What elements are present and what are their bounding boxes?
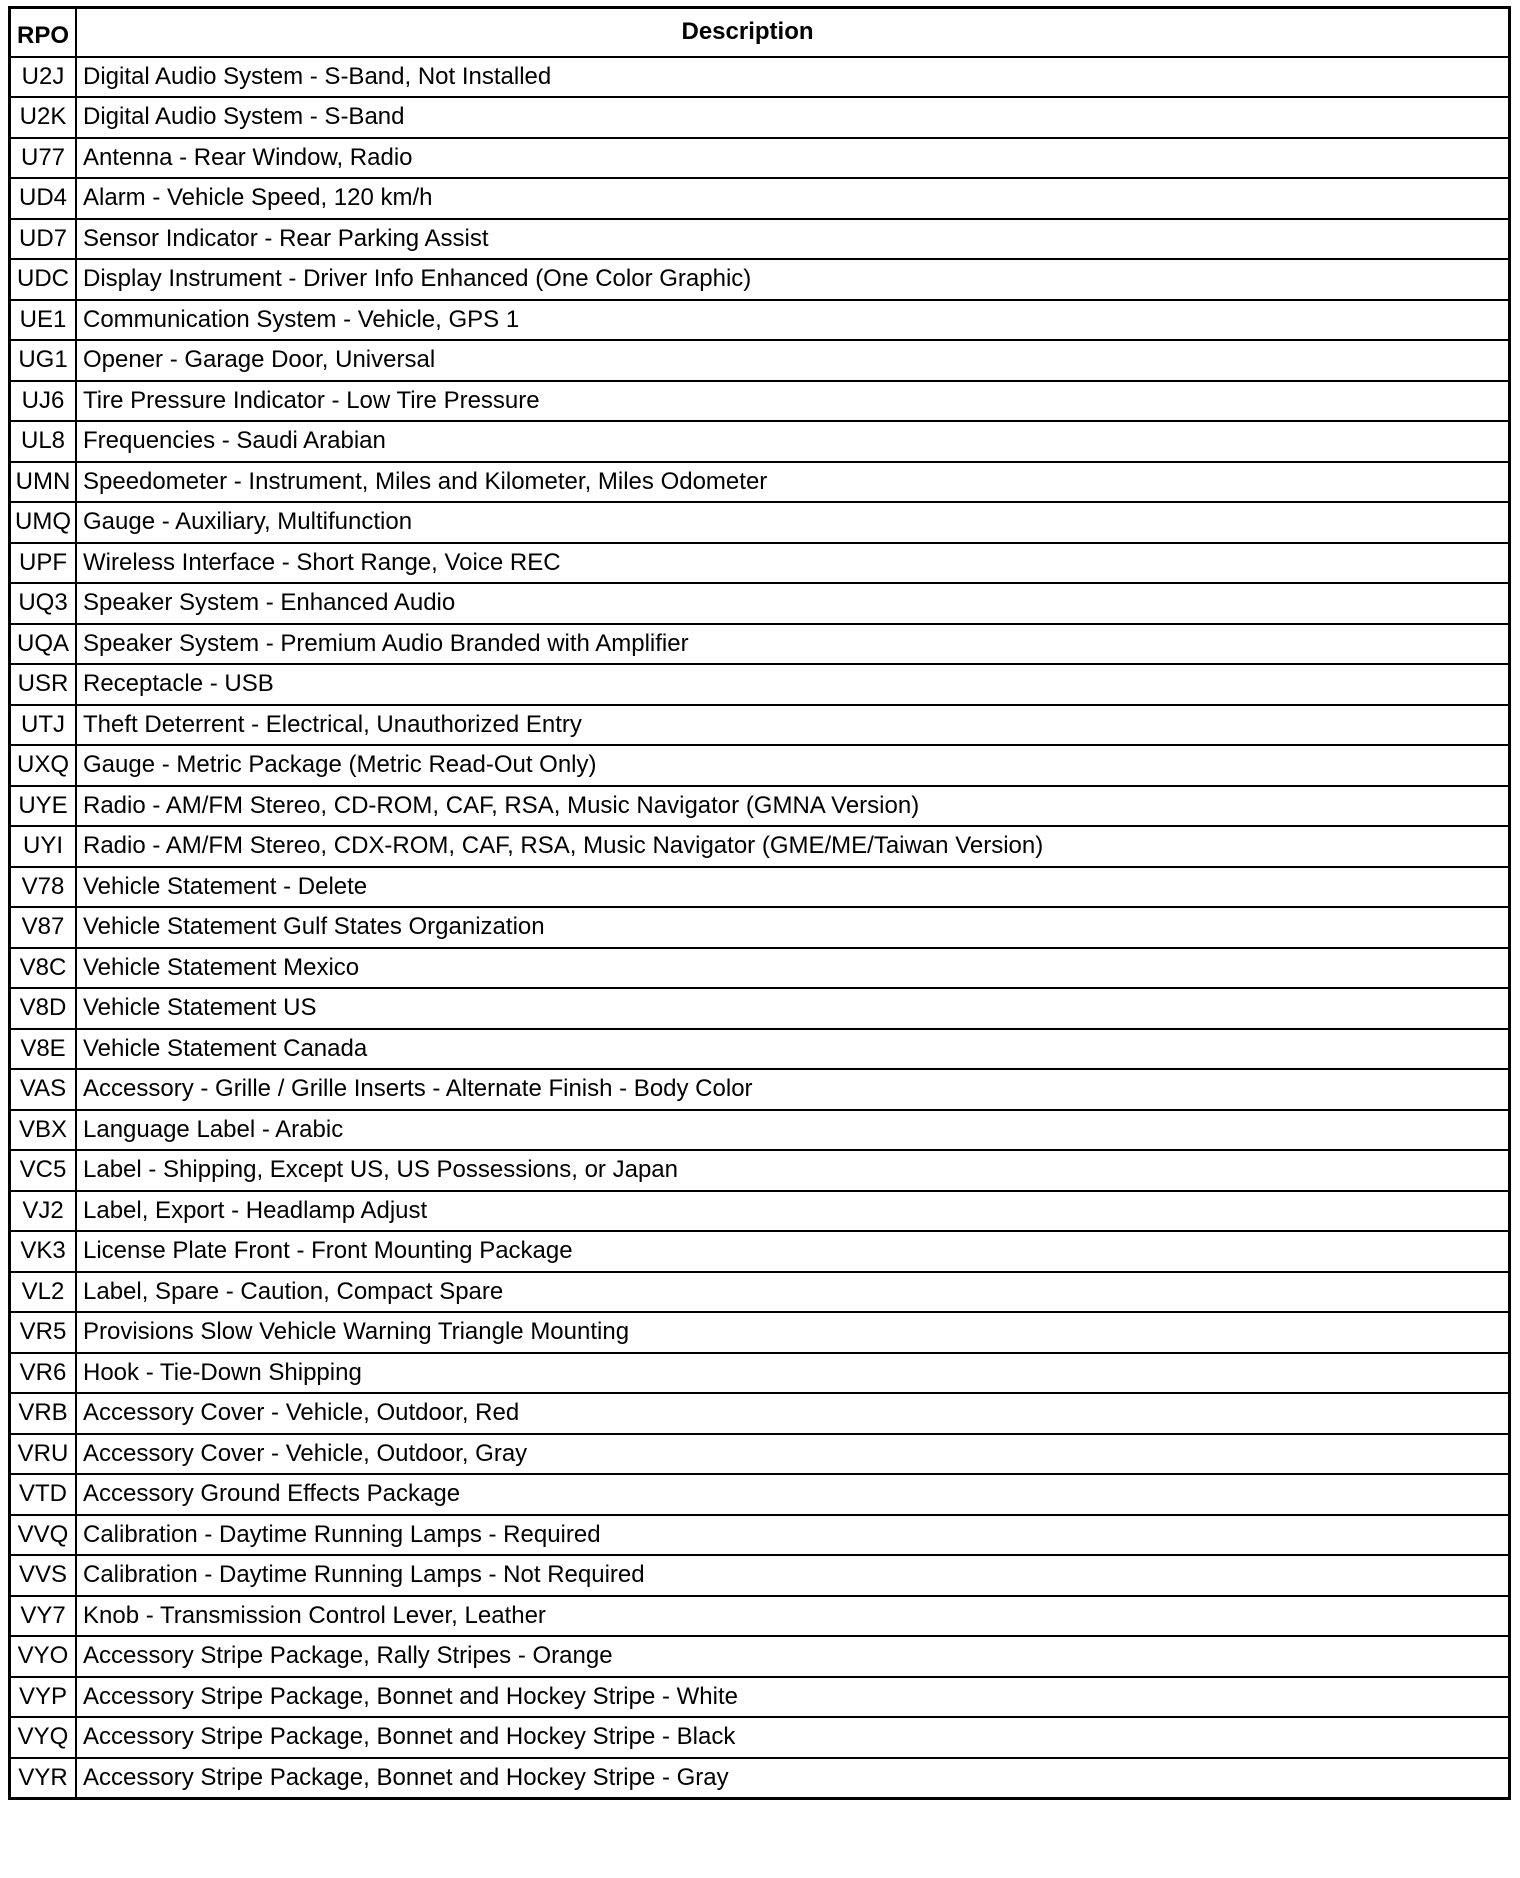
table-row [10,219,1510,260]
rpo-code-cell: V87 [10,907,77,948]
description-cell: Accessory Stripe Package, Rally Stripes - Orange [76,1636,1510,1677]
rpo-code-cell: UE1 [10,300,77,341]
rpo-code-cell: UPF [10,543,77,584]
rpo-code-cell: VRU [10,1434,77,1475]
rpo-code-cell: V8C [10,948,77,989]
rpo-code-cell: VRB [10,1393,77,1434]
table-header-row [10,8,1510,57]
description-cell: Vehicle Statement Gulf States Organization [76,907,1510,948]
rpo-code-cell: VVS [10,1555,77,1596]
rpo-code-cell: U77 [10,138,77,179]
description-cell: Vehicle Statement - Delete [76,867,1510,908]
table-row [10,1353,1510,1394]
description-cell: Accessory Stripe Package, Bonnet and Hockey Stripe - Black [76,1717,1510,1758]
table-row [10,97,1510,138]
table-row [10,502,1510,543]
table-row [10,988,1510,1029]
table-row [10,1393,1510,1434]
description-cell: Radio - AM/FM Stereo, CD-ROM, CAF, RSA, Music Navigator (GMNA Version) [76,786,1510,827]
rpo-code-cell: VTD [10,1474,77,1515]
table-row [10,1758,1510,1799]
description-cell: Frequencies - Saudi Arabian [76,421,1510,462]
description-cell: Calibration - Daytime Running Lamps - Not Required [76,1555,1510,1596]
rpo-code-cell: VY7 [10,1596,77,1637]
description-cell: Theft Deterrent - Electrical, Unauthorized Entry [76,705,1510,746]
rpo-code-cell: UQA [10,624,77,665]
description-cell: Speaker System - Enhanced Audio [76,583,1510,624]
table-body [10,57,1510,1799]
rpo-code-cell: VJ2 [10,1191,77,1232]
table-row [10,867,1510,908]
description-cell: Accessory Ground Effects Package [76,1474,1510,1515]
rpo-column-header: RPO [10,8,77,57]
table-row [10,1474,1510,1515]
rpo-code-cell: USR [10,664,77,705]
rpo-code-cell: UYE [10,786,77,827]
description-cell: Display Instrument - Driver Info Enhanced (One Color Graphic) [76,259,1510,300]
description-cell: Accessory Cover - Vehicle, Outdoor, Red [76,1393,1510,1434]
rpo-code-cell: VC5 [10,1150,77,1191]
table-row [10,340,1510,381]
table-row [10,259,1510,300]
rpo-code-cell: VBX [10,1110,77,1151]
table-row [10,1231,1510,1272]
description-cell: Communication System - Vehicle, GPS 1 [76,300,1510,341]
table-row [10,300,1510,341]
description-cell: Alarm - Vehicle Speed, 120 km/h [76,178,1510,219]
rpo-code-cell: V78 [10,867,77,908]
rpo-code-cell: V8E [10,1029,77,1070]
rpo-code-cell: UTJ [10,705,77,746]
description-cell: Label, Export - Headlamp Adjust [76,1191,1510,1232]
description-cell: Accessory Stripe Package, Bonnet and Hockey Stripe - White [76,1677,1510,1718]
table-row [10,786,1510,827]
description-cell: Label - Shipping, Except US, US Possessions, or Japan [76,1150,1510,1191]
description-cell: Opener - Garage Door, Universal [76,340,1510,381]
rpo-code-cell: UG1 [10,340,77,381]
table-row [10,1191,1510,1232]
rpo-code-cell: UD7 [10,219,77,260]
rpo-code-cell: UMQ [10,502,77,543]
rpo-code-cell: VR5 [10,1312,77,1353]
description-cell: Digital Audio System - S-Band, Not Installed [76,57,1510,98]
description-cell: Tire Pressure Indicator - Low Tire Pressure [76,381,1510,422]
description-column-header: Description [76,8,1510,57]
rpo-code-cell: VYR [10,1758,77,1799]
description-cell: Antenna - Rear Window, Radio [76,138,1510,179]
table-row [10,178,1510,219]
table-row [10,1434,1510,1475]
table-row [10,948,1510,989]
rpo-table [8,6,1511,1800]
table-row [10,705,1510,746]
table-row [10,1636,1510,1677]
table-row [10,1312,1510,1353]
description-cell: Accessory - Grille / Grille Inserts - Alternate Finish - Body Color [76,1069,1510,1110]
table-row [10,1677,1510,1718]
rpo-code-cell: VAS [10,1069,77,1110]
table-row [10,664,1510,705]
description-cell: Vehicle Statement US [76,988,1510,1029]
table-row [10,826,1510,867]
rpo-code-cell: UMN [10,462,77,503]
rpo-code-cell: UXQ [10,745,77,786]
table-row [10,1150,1510,1191]
table-row [10,1515,1510,1556]
table-row [10,543,1510,584]
description-cell: Vehicle Statement Mexico [76,948,1510,989]
description-cell: Hook - Tie-Down Shipping [76,1353,1510,1394]
rpo-code-cell: UYI [10,826,77,867]
rpo-code-cell: UJ6 [10,381,77,422]
description-cell: Gauge - Metric Package (Metric Read-Out Only) [76,745,1510,786]
description-cell: Speaker System - Premium Audio Branded with Amplifier [76,624,1510,665]
description-cell: Accessory Stripe Package, Bonnet and Hockey Stripe - Gray [76,1758,1510,1799]
rpo-code-cell: UL8 [10,421,77,462]
description-cell: Language Label - Arabic [76,1110,1510,1151]
table-row [10,1596,1510,1637]
description-cell: Provisions Slow Vehicle Warning Triangle Mounting [76,1312,1510,1353]
description-cell: Speedometer - Instrument, Miles and Kilometer, Miles Odometer [76,462,1510,503]
rpo-code-cell: VR6 [10,1353,77,1394]
description-cell: Wireless Interface - Short Range, Voice REC [76,543,1510,584]
description-cell: Label, Spare - Caution, Compact Spare [76,1272,1510,1313]
table-row [10,462,1510,503]
table-row [10,1029,1510,1070]
table-row [10,1069,1510,1110]
rpo-code-cell: VK3 [10,1231,77,1272]
rpo-code-cell: VYP [10,1677,77,1718]
table-row [10,583,1510,624]
rpo-code-cell: V8D [10,988,77,1029]
description-cell: Gauge - Auxiliary, Multifunction [76,502,1510,543]
description-cell: License Plate Front - Front Mounting Package [76,1231,1510,1272]
table-row [10,907,1510,948]
rpo-code-cell: UQ3 [10,583,77,624]
rpo-code-cell: VL2 [10,1272,77,1313]
description-cell: Calibration - Daytime Running Lamps - Required [76,1515,1510,1556]
rpo-code-cell: UD4 [10,178,77,219]
table-row [10,421,1510,462]
rpo-code-cell: UDC [10,259,77,300]
table-row [10,1555,1510,1596]
table-row [10,1272,1510,1313]
description-cell: Digital Audio System - S-Band [76,97,1510,138]
description-cell: Knob - Transmission Control Lever, Leather [76,1596,1510,1637]
description-cell: Receptacle - USB [76,664,1510,705]
table-row [10,624,1510,665]
table-row [10,1717,1510,1758]
rpo-code-cell: VYO [10,1636,77,1677]
table-row [10,57,1510,98]
table-row [10,1110,1510,1151]
description-cell: Vehicle Statement Canada [76,1029,1510,1070]
description-cell: Accessory Cover - Vehicle, Outdoor, Gray [76,1434,1510,1475]
rpo-code-cell: U2K [10,97,77,138]
description-cell: Radio - AM/FM Stereo, CDX-ROM, CAF, RSA, Music Navigator (GME/ME/Taiwan Version) [76,826,1510,867]
description-cell: Sensor Indicator - Rear Parking Assist [76,219,1510,260]
table-row [10,745,1510,786]
rpo-code-cell: U2J [10,57,77,98]
table-row [10,138,1510,179]
rpo-code-cell: VVQ [10,1515,77,1556]
table-row [10,381,1510,422]
rpo-code-cell: VYQ [10,1717,77,1758]
